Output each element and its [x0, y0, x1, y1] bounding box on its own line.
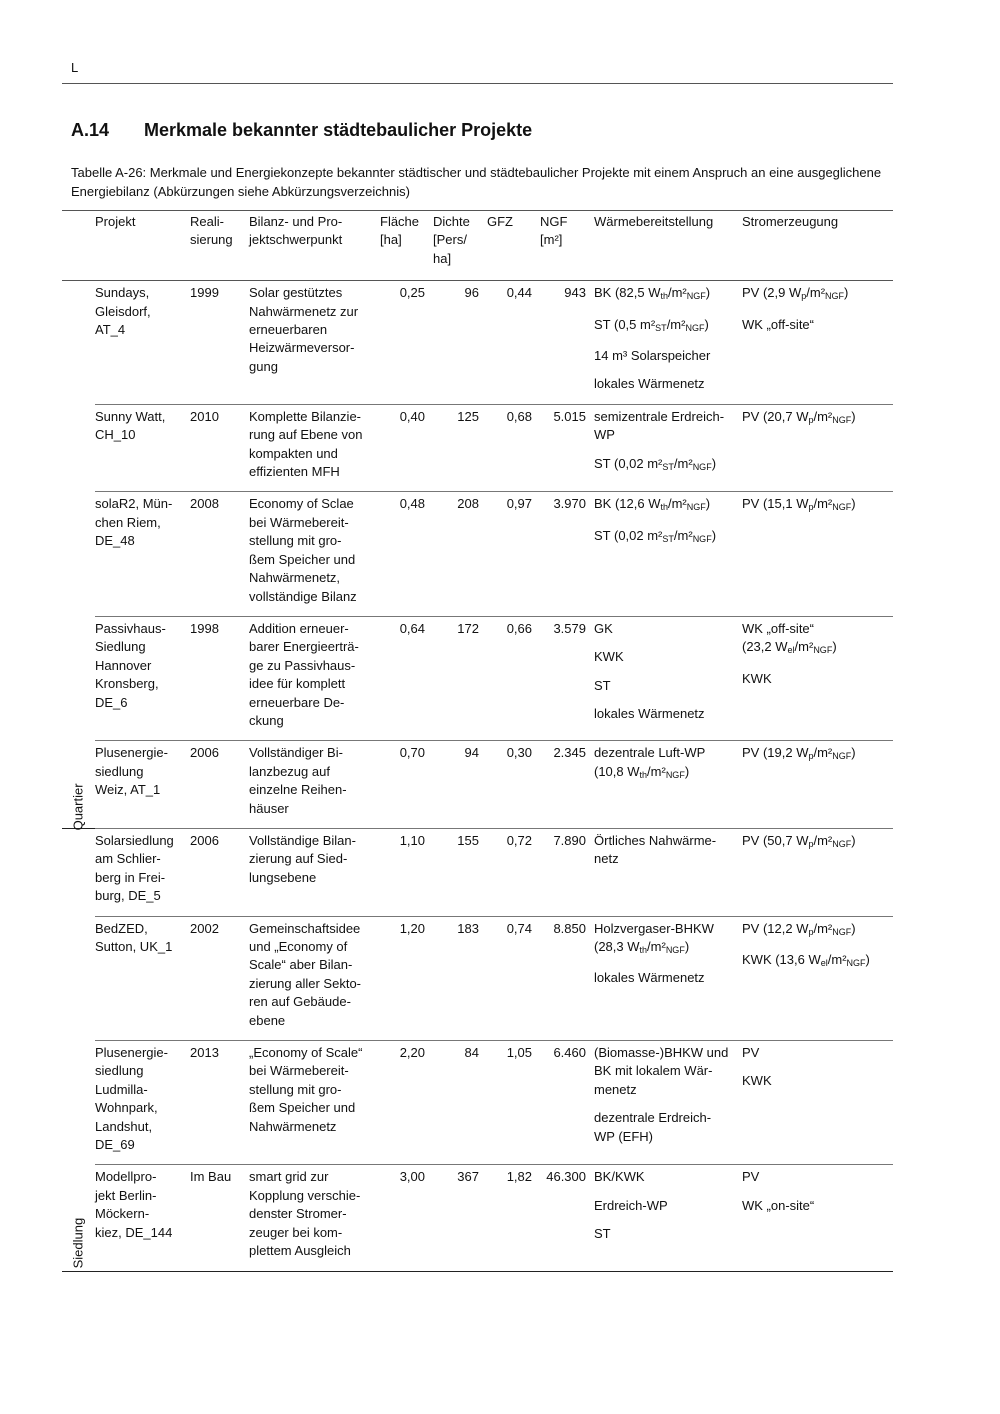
- group-label-quartier: Quartier: [70, 783, 86, 830]
- section-heading: [71, 120, 532, 141]
- cell-ngf: 3.579: [540, 616, 594, 740]
- waerme-entry: BK (82,5 $W_{th}/m^2_{NGF}$): [594, 285, 711, 302]
- waerme-entry: lokales Wärmenetz: [594, 970, 705, 986]
- waerme-entry: ST (0,02 $m^2_{ST}/m^2_{NGF}$): [594, 527, 717, 544]
- cell-strom: [742, 616, 893, 740]
- cell-dichte: 96: [433, 281, 487, 405]
- cell-gfz: 1,05: [487, 1041, 540, 1165]
- cell-flaeche: 0,70: [380, 741, 433, 829]
- col-header-realisierung: Reali- sierung: [190, 214, 233, 248]
- waerme-entry: GK: [594, 620, 613, 636]
- cell-ngf: 5.015: [540, 404, 594, 492]
- cell-dichte: 208: [433, 492, 487, 616]
- col-header-dichte: Dichte [Pers/ ha]: [433, 214, 470, 266]
- table-row: [62, 916, 893, 1040]
- cell-gfz: 0,74: [487, 916, 540, 1040]
- cell-dichte: 94: [433, 741, 487, 829]
- cell-bilanz: Vollständige Bilan- zierung auf Sied- lungsebene: [249, 828, 380, 916]
- strom-entry: PV: [742, 1169, 760, 1185]
- strom-entry: PV (15,1 $W_p/m^2_{NGF}$): [742, 496, 856, 513]
- col-header-projekt: Projekt: [95, 214, 136, 229]
- cell-bilanz: Solar gestütztes Nahwärmenetz zur erneuerbaren Heizwärmeversor- gung: [249, 281, 380, 405]
- cell-realisierung: 2002: [190, 916, 249, 1040]
- cell-bilanz: Komplette Bilanzie- rung auf Ebene von kompakten und effizienten MFH: [249, 404, 380, 492]
- col-header-ngf: NGF [m²]: [540, 214, 568, 248]
- waerme-entry: lokales Wärmenetz: [594, 376, 705, 392]
- waerme-entry: Örtliches Nahwärme- netz: [594, 832, 717, 867]
- cell-gfz: 0,66: [487, 616, 540, 740]
- cell-bilanz: Addition erneuer- barer Energieerträ- ge zu Passivhaus- idee für komplett erneuerbare De- ckung: [249, 616, 380, 740]
- cell-ngf: 2.345: [540, 741, 594, 829]
- cell-strom: [742, 916, 893, 1040]
- cell-waerme: [594, 616, 742, 740]
- table-row: [62, 492, 893, 616]
- cell-bilanz: Vollständiger Bi- lanzbezug auf einzelne Reihen- häuser: [249, 741, 380, 829]
- cell-strom: [742, 404, 893, 492]
- col-header-bilanz: Bilanz- und Pro- jektschwerpunkt: [249, 214, 343, 248]
- waerme-entry: Holzvergaser-BHKW (28,3 $W_{th}/m^2_{NGF}$): [594, 920, 714, 955]
- cell-realisierung: Im Bau: [190, 1165, 249, 1271]
- table-row: [62, 616, 893, 740]
- cell-flaeche: 1,10: [380, 828, 433, 916]
- cell-waerme: [594, 916, 742, 1040]
- cell-realisierung: 2008: [190, 492, 249, 616]
- cell-strom: [742, 1165, 893, 1271]
- table-row: [62, 404, 893, 492]
- strom-entry: KWK: [742, 1073, 772, 1089]
- cell-projekt: Plusenergie- siedlung Weiz, AT_1: [95, 741, 190, 829]
- cell-realisierung: 2010: [190, 404, 249, 492]
- header-rule: [62, 83, 893, 84]
- cell-gfz: 0,72: [487, 828, 540, 916]
- strom-entry: PV (20,7 $W_p/m^2_{NGF}$): [742, 408, 856, 425]
- cell-flaeche: 3,00: [380, 1165, 433, 1271]
- cell-dichte: 125: [433, 404, 487, 492]
- cell-gfz: 0,30: [487, 741, 540, 829]
- cell-dichte: 183: [433, 916, 487, 1040]
- cell-projekt: Sunny Watt, CH_10: [95, 404, 190, 492]
- cell-gfz: 0,68: [487, 404, 540, 492]
- cell-strom: [742, 741, 893, 829]
- cell-strom: [742, 1041, 893, 1165]
- col-header-strom: Stromerzeugung: [742, 214, 839, 229]
- col-header-gfz: GFZ: [487, 214, 513, 229]
- page-letter: L: [71, 60, 79, 75]
- strom-entry: PV (12,2 $W_p/m^2_{NGF}$): [742, 920, 856, 937]
- cell-projekt: Sundays, Gleisdorf, AT_4: [95, 281, 190, 405]
- strom-entry: PV (19,2 $W_p/m^2_{NGF}$): [742, 745, 856, 762]
- cell-strom: [742, 281, 893, 405]
- cell-ngf: 46.300: [540, 1165, 594, 1271]
- col-header-waerme: Wärmebereitstellung: [594, 214, 714, 229]
- section-title: Merkmale bekannter städtebaulicher Projekte: [144, 120, 533, 140]
- cell-flaeche: 0,48: [380, 492, 433, 616]
- cell-dichte: 155: [433, 828, 487, 916]
- strom-entry: KWK (13,6 $W_{el}/m^2_{NGF}$): [742, 952, 870, 968]
- waerme-entry: semizentrale Erdreich- WP: [594, 408, 725, 443]
- cell-bilanz: „Economy of Scale“ bei Wärmebereit- stellung mit gro- ßem Speicher und Nahwärmenetz: [249, 1041, 380, 1165]
- cell-dichte: 172: [433, 616, 487, 740]
- group-cell-quartier: [62, 281, 95, 829]
- waerme-entry: dezentrale Luft-WP (10,8 $W_{th}/m^2_{NGF}$): [594, 745, 706, 780]
- table-row: [62, 1165, 893, 1271]
- waerme-entry: BK/KWK: [594, 1169, 645, 1185]
- cell-realisierung: 1999: [190, 281, 249, 405]
- waerme-entry: ST: [594, 1226, 611, 1242]
- cell-ngf: 943: [540, 281, 594, 405]
- table-row: [62, 741, 893, 829]
- cell-gfz: 0,44: [487, 281, 540, 405]
- table-caption: Tabelle A-26: Merkmale und Energiekonzepte bekannter städtischer und städtebaulicher Projekte mit einem Anspruch an eine ausgeglichene Energiebilanz (Abkürzungen siehe Abkürzungsverzeichnis): [71, 165, 882, 199]
- cell-bilanz: smart grid zur Kopplung verschie- denster Stromer- zeuger bei kom- plettem Ausgleich: [249, 1165, 380, 1271]
- cell-ngf: 8.850: [540, 916, 594, 1040]
- cell-waerme: [594, 492, 742, 616]
- cell-projekt: Passivhaus- Siedlung Hannover Kronsberg, DE_6: [95, 616, 190, 740]
- cell-strom: [742, 492, 893, 616]
- cell-realisierung: 2006: [190, 741, 249, 829]
- waerme-entry: BK (12,6 $W_{th}/m^2_{NGF}$): [594, 496, 711, 513]
- cell-flaeche: 0,25: [380, 281, 433, 405]
- strom-entry: PV: [742, 1045, 760, 1061]
- cell-waerme: [594, 741, 742, 829]
- col-header-flaeche: Fläche [ha]: [380, 214, 420, 248]
- strom-entry: WK „off-site“: [742, 316, 814, 332]
- cell-projekt: solaR2, Mün- chen Riem, DE_48: [95, 492, 190, 616]
- waerme-entry: ST (0,5 $m^2_{ST}/m^2_{NGF}$): [594, 316, 709, 333]
- table-row: [62, 281, 893, 405]
- table-header-row: [62, 211, 893, 281]
- waerme-entry: ST: [594, 677, 611, 693]
- waerme-entry: ST (0,02 $m^2_{ST}/m^2_{NGF}$): [594, 455, 717, 472]
- cell-waerme: [594, 1165, 742, 1271]
- cell-waerme: [594, 281, 742, 405]
- strom-entry: PV (2,9 $W_p/m^2_{NGF}$): [742, 285, 849, 302]
- cell-projekt: Modellpro- jekt Berlin- Möckern- kiez, DE_144: [95, 1165, 190, 1271]
- cell-bilanz: Economy of Sclae bei Wärmebereit- stellung mit gro- ßem Speicher und Nahwärmenetz, vollständige Bilanz: [249, 492, 380, 616]
- waerme-entry: lokales Wärmenetz: [594, 706, 705, 722]
- cell-ngf: 3.970: [540, 492, 594, 616]
- cell-gfz: 0,97: [487, 492, 540, 616]
- waerme-entry: KWK: [594, 649, 624, 665]
- cell-realisierung: 2013: [190, 1041, 249, 1165]
- cell-flaeche: 1,20: [380, 916, 433, 1040]
- cell-projekt: Solarsiedlung am Schlier- berg in Frei- burg, DE_5: [95, 828, 190, 916]
- cell-ngf: 6.460: [540, 1041, 594, 1165]
- cell-realisierung: 1998: [190, 616, 249, 740]
- cell-realisierung: 2006: [190, 828, 249, 916]
- strom-entry: KWK: [742, 670, 772, 686]
- cell-dichte: 367: [433, 1165, 487, 1271]
- waerme-entry: (Biomasse-)BHKW und BK mit lokalem Wär- menetz: [594, 1045, 729, 1097]
- group-label-siedlung: Siedlung: [70, 1217, 86, 1269]
- strom-entry: WK „on-site“: [742, 1197, 815, 1213]
- group-cell-siedlung: [62, 828, 95, 1271]
- section-number: A.14: [71, 120, 110, 140]
- cell-flaeche: 2,20: [380, 1041, 433, 1165]
- cell-projekt: Plusenergie- siedlung Ludmilla- Wohnpark, Landshut, DE_69: [95, 1041, 190, 1165]
- cell-projekt: BedZED, Sutton, UK_1: [95, 916, 190, 1040]
- cell-bilanz: Gemeinschaftsidee und „Economy of Scale“ aber Bilan- zierung aller Sekto- ren auf Gebäude- ebene: [249, 916, 380, 1040]
- cell-dichte: 84: [433, 1041, 487, 1165]
- waerme-entry: 14 m³ Solarspeicher: [594, 348, 711, 364]
- table-row: [62, 828, 893, 916]
- projects-table: [62, 210, 893, 1272]
- cell-waerme: [594, 828, 742, 916]
- strom-entry: WK „off-site“ (23,2 $W_{el}/m^2_{NGF}$): [742, 620, 837, 656]
- cell-flaeche: 0,64: [380, 616, 433, 740]
- strom-entry: PV (50,7 $W_p/m^2_{NGF}$): [742, 832, 856, 849]
- waerme-entry: Erdreich-WP: [594, 1197, 668, 1213]
- table-row: [62, 1041, 893, 1165]
- cell-ngf: 7.890: [540, 828, 594, 916]
- cell-gfz: 1,82: [487, 1165, 540, 1271]
- cell-flaeche: 0,40: [380, 404, 433, 492]
- cell-strom: [742, 828, 893, 916]
- waerme-entry: dezentrale Erdreich- WP (EFH): [594, 1110, 712, 1144]
- cell-waerme: [594, 1041, 742, 1165]
- cell-waerme: [594, 404, 742, 492]
